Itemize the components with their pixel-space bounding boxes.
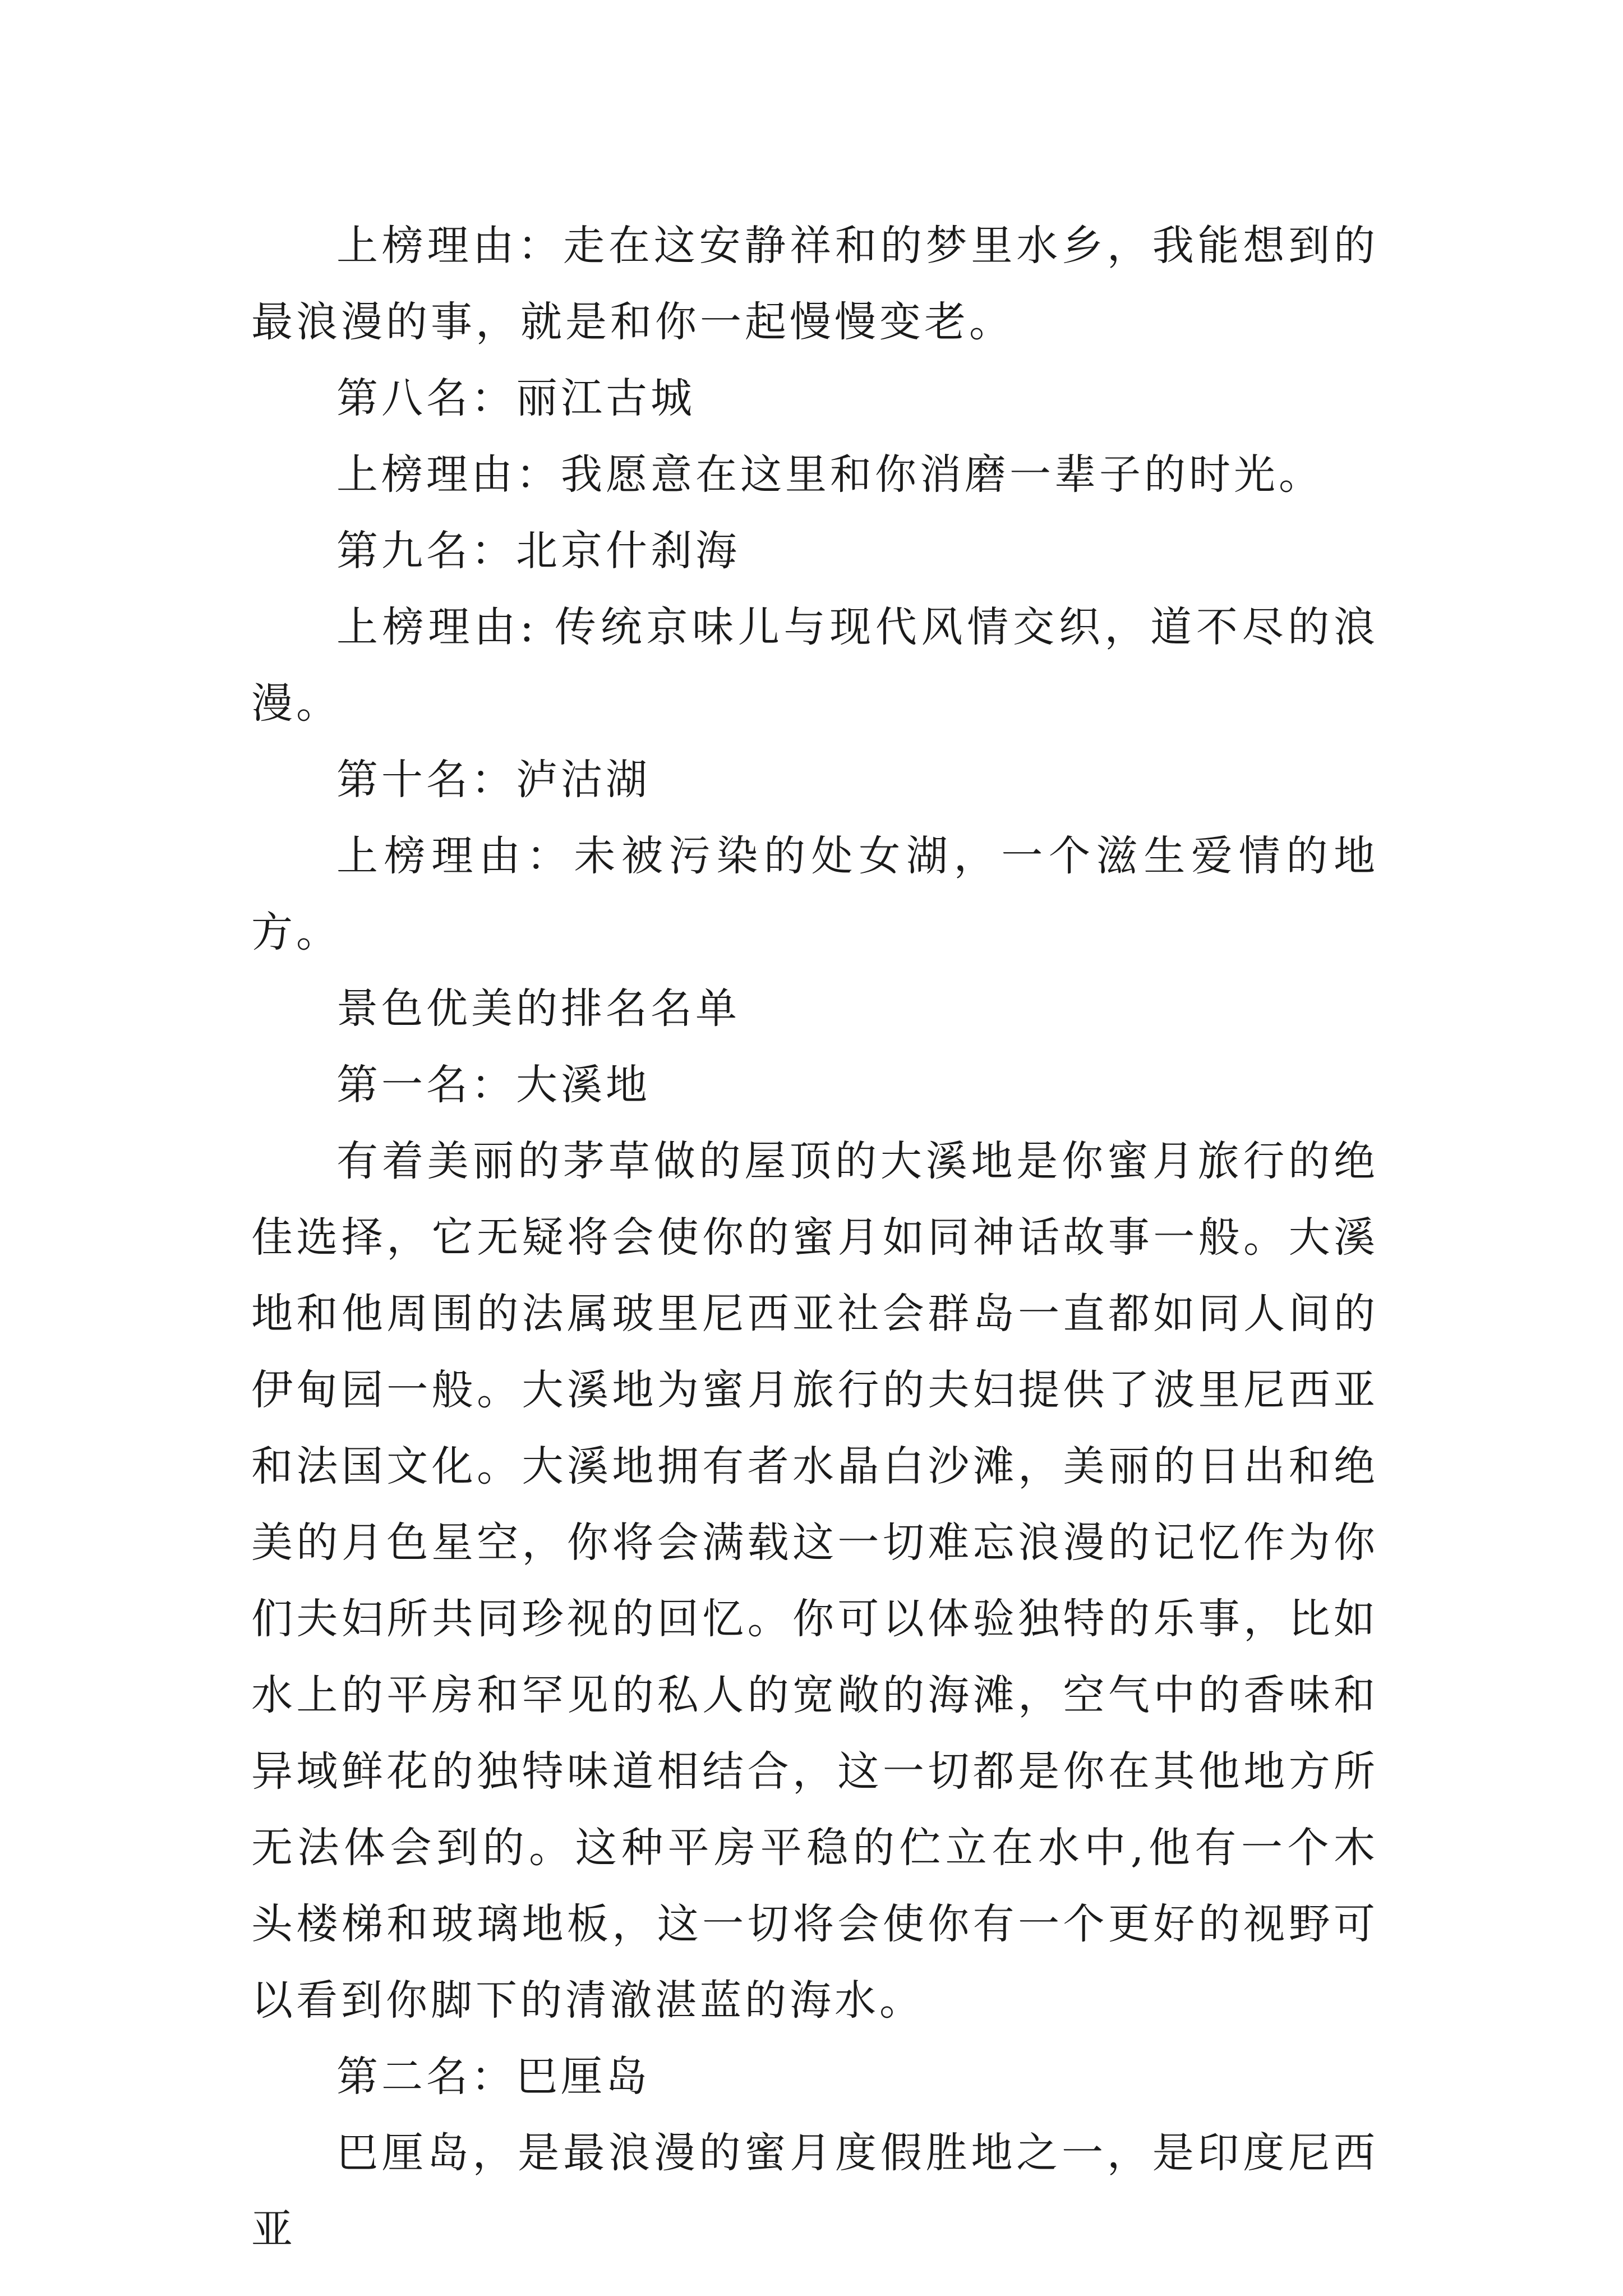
tahiti-paragraph: 有着美丽的茅草做的屋顶的大溪地是你蜜月旅行的绝佳选择，它无疑将会使你的蜜月如同神话故事一般。大溪地和他周围的法属玻里尼西亚社会群岛一直都如同人间的伊甸园一般。大溪地为蜜月旅行的夫妇提供了波里尼西亚和法国文化。大溪地拥有者水晶白沙滩，美丽的日出和绝美的月色星空，你将会满载这一切难忘浪漫的记忆作为你们夫妇所共同珍视的回忆。你可以体验独特的乐事，比如水上的平房和罕见的私人的宽敞的海滩，空气中的香味和异域鲜花的独特味道相结合，这一切都是你在其他地方所无法体会到的。这种平房平稳的伫立在水中,他有一个木头楼梯和玻璃地板，这一切将会使你有一个更好的视野可以看到你脚下的清澈湛蓝的海水。 (251, 1137, 1378, 2024)
reason-paragraph-7: 上榜理由：走在这安静祥和的梦里水乡，我能想到的最浪漫的事，就是和你一起慢慢变老。 (251, 222, 1378, 346)
rank-heading-8: 第八名：丽江古城 (336, 374, 695, 422)
scenery-rank-heading-1: 第一名：大溪地 (336, 1061, 651, 1109)
reason-paragraph-8: 上榜理由：我愿意在这里和你消磨一辈子的时光。 (336, 450, 1324, 499)
document-body (251, 208, 1378, 2267)
reason-paragraph-9: 上榜理由: 传统京味儿与现代风情交织，道不尽的浪漫。 (251, 603, 1378, 728)
rank-heading-10: 第十名：泸沽湖 (336, 756, 651, 804)
reason-paragraph-10: 上榜理由：未被污染的处女湖，一个滋生爱情的地方。 (251, 832, 1378, 956)
scenery-rank-heading-2: 第二名：巴厘岛 (336, 2053, 651, 2101)
rank-heading-9: 第九名：北京什刹海 (336, 527, 740, 575)
bali-paragraph: 巴厘岛，是最浪漫的蜜月度假胜地之一，是印度尼西亚 (251, 2129, 1378, 2253)
section-heading-scenery: 景色优美的排名名单 (336, 984, 740, 1033)
